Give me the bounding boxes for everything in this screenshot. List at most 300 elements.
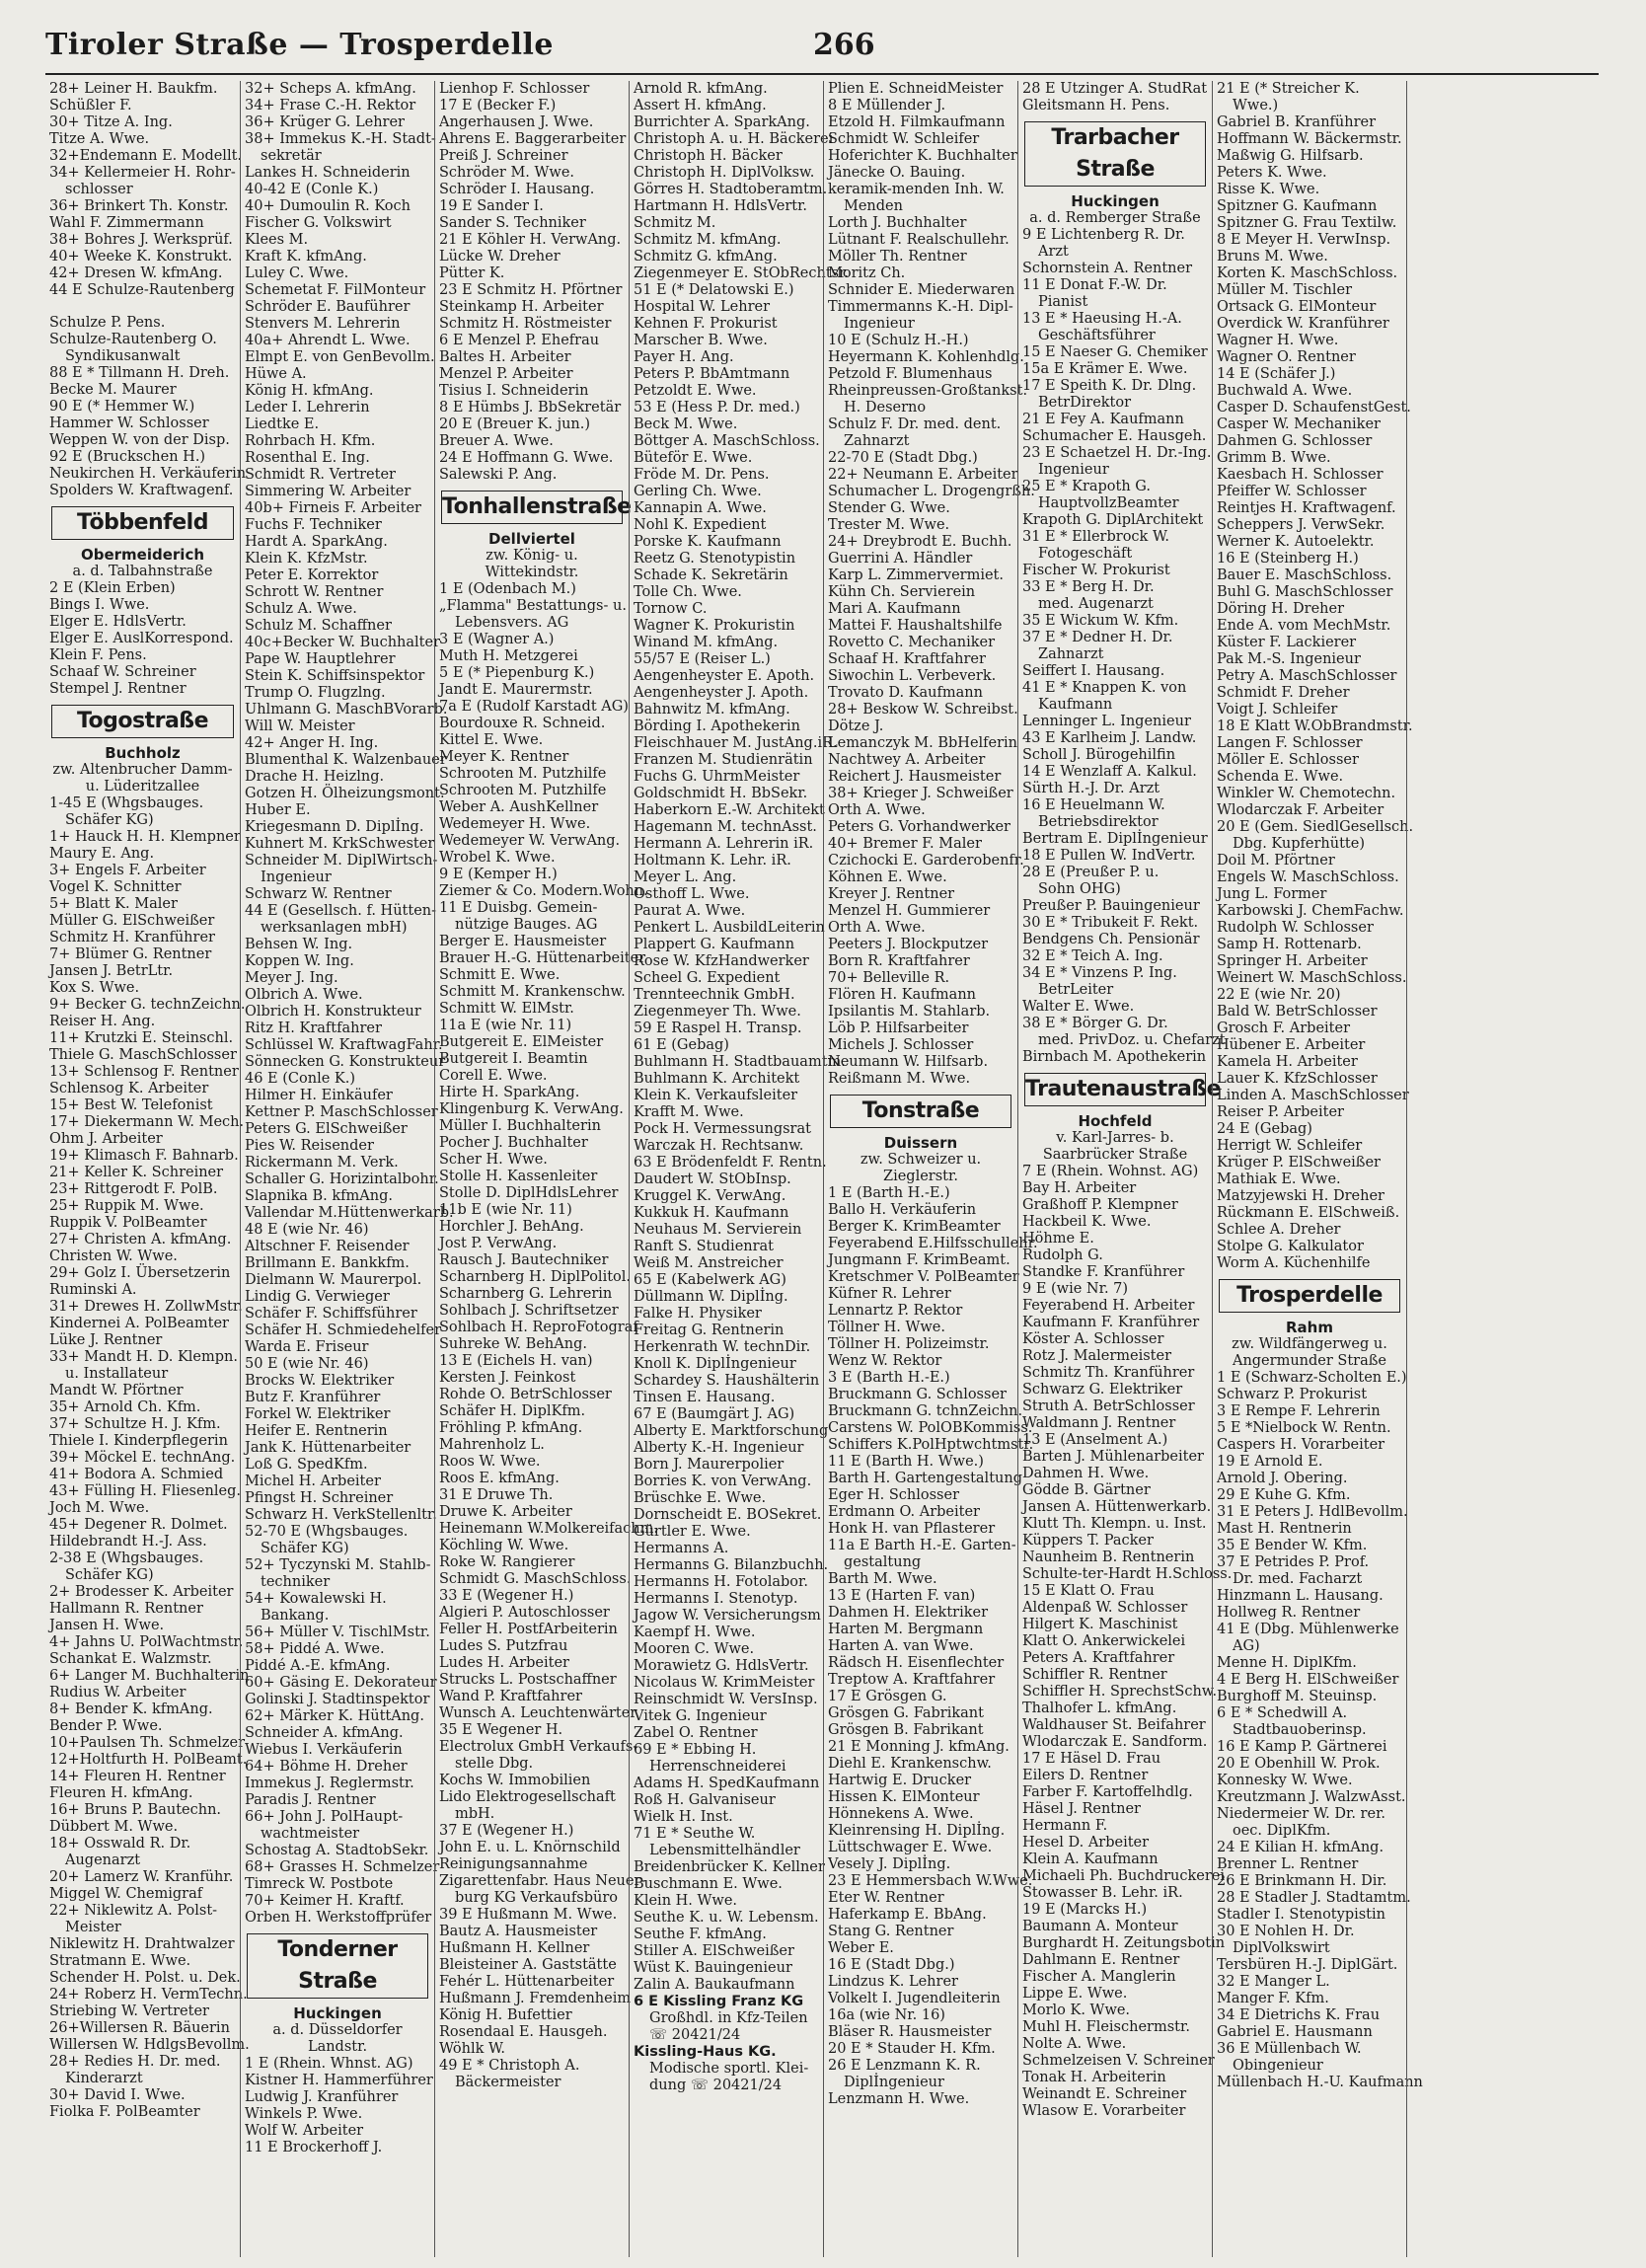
street-range: Angermunder Straße	[1232, 1353, 1387, 1369]
entry-continuation: Geschäftsführer	[1038, 328, 1156, 343]
directory-entry: Breidenbrücker K. Kellner	[634, 1859, 825, 1875]
directory-entry: Gabriel B. Kranführer	[1217, 114, 1377, 130]
directory-entry: Wolf W. Arbeiter	[245, 2123, 364, 2139]
directory-entry: Peeters J. Blockputzer	[828, 937, 989, 952]
directory-entry: Trennteechnik GmbH.	[634, 987, 795, 1003]
directory-entry: Schrott W. Rentner	[245, 584, 384, 600]
directory-entry: Ahrens E. Baggerarbeiter	[439, 131, 627, 147]
directory-entry: Zalin A. Baukaufmann	[634, 1977, 795, 1993]
entry-continuation: Augenarzt	[65, 1852, 141, 1868]
directory-entry: Krafft M. Wwe.	[634, 1104, 744, 1120]
directory-entry: Hirte H. SparkAng.	[439, 1085, 580, 1100]
directory-entry: Nicolaus W. KrimMeister	[634, 1675, 815, 1691]
directory-entry: 5 E (* Piepenburg K.)	[439, 665, 595, 681]
directory-entry: Winkels P. Wwe.	[245, 2106, 363, 2122]
entry-continuation: Dr. med. Facharzt	[1233, 1571, 1363, 1587]
directory-entry: Zabel O. Rentner	[634, 1725, 758, 1741]
directory-entry: Kriegesmann D. Diplİng.	[245, 819, 424, 835]
directory-entry: Vitek G. Ingenieur	[634, 1708, 767, 1724]
directory-entry: Schmitt M. Krankenschw.	[439, 984, 626, 1000]
entry-continuation: Bäckermeister	[455, 2075, 561, 2090]
street-range: v. Karl-Jarres- b.	[1056, 1130, 1174, 1146]
directory-entry: Birnbach M. Apothekerin	[1022, 1049, 1207, 1065]
entry-continuation: Wwe.)	[1233, 98, 1279, 113]
directory-entry: Bahnwitz M. kfmAng.	[634, 702, 790, 718]
directory-entry: 32 E * Teich A. Ing.	[1022, 948, 1163, 964]
directory-entry: 41 E * Knappen K. von	[1022, 680, 1187, 696]
directory-entry: Ritz H. Kraftfahrer	[245, 1021, 382, 1036]
directory-entry: Schmitz H. Kranführer	[49, 930, 215, 945]
directory-entry: 38+ Bohres J. Werksprüf.	[49, 232, 233, 248]
directory-entry: Klein A. Kaufmann	[1022, 1852, 1159, 1867]
directory-entry: Töllner H. Wwe.	[828, 1320, 945, 1335]
directory-entry: Niedermeier W. Dr. rer.	[1217, 1806, 1386, 1822]
directory-entry: 42+ Dresen W. kfmAng.	[49, 265, 223, 281]
entry-continuation: schlosser	[65, 182, 133, 197]
street-range: zw. Schweizer u. Zieglerstr.	[860, 1152, 982, 1184]
directory-entry: 40+ Dumoulin R. Koch	[245, 198, 411, 214]
entry-continuation: oec. DiplKfm.	[1233, 1823, 1331, 1839]
directory-entry: Thiele G. MaschSchlosser	[49, 1047, 237, 1063]
directory-entry: Schmidt R. Vertreter	[245, 467, 396, 483]
directory-entry: Plappert G. Kaufmann	[634, 937, 795, 952]
directory-entry: Lenninger L. Ingenieur	[1022, 714, 1191, 729]
directory-entry: 16 E (Stadt Dbg.)	[828, 1957, 955, 1973]
directory-entry: Hübener E. Arbeiter	[1217, 1037, 1366, 1053]
directory-entry: 38+ Krieger J. Schweißer	[828, 786, 1013, 801]
directory-entry: 25 E * Krapoth G.	[1022, 479, 1151, 494]
directory-entry: Hackbeil K. Wwe.	[1022, 1214, 1152, 1230]
directory-entry: Kreutzmann J. WalzwAsst.	[1217, 1789, 1406, 1805]
directory-entry: Hartwig E. Drucker	[828, 1773, 972, 1788]
directory-entry: Scholl J. Bürogehilfin	[1022, 747, 1176, 763]
directory-entry: Scheppers J. VerwSekr.	[1217, 517, 1385, 533]
directory-entry: Zigarettenfabr. Haus Neuer-	[439, 1873, 646, 1889]
directory-entry: 15 E Naeser G. Chemiker	[1022, 344, 1208, 360]
directory-entry: 13 E (Anselment A.)	[1022, 1432, 1168, 1448]
district-name: Obermeiderich	[80, 546, 205, 564]
directory-entry: Petry A. MaschSchlosser	[1217, 668, 1397, 684]
entry-continuation: Zahnarzt	[1038, 646, 1104, 662]
directory-entry: Krüger P. ElSchweißer	[1217, 1155, 1381, 1171]
directory-entry: Fröhling P. kfmAng.	[439, 1420, 583, 1436]
directory-entry: Fleischhauer M. JustAng.iR.	[634, 735, 838, 751]
directory-entry: Freitag G. Rentnerin	[634, 1323, 785, 1338]
directory-entry: 60+ Gäsing E. Dekorateur	[245, 1675, 437, 1691]
directory-entry: Rudolph G.	[1022, 1247, 1103, 1263]
directory-entry: Orben H. Werkstoffprüfer	[245, 1910, 432, 1926]
directory-entry: Salewski P. Ang.	[439, 467, 558, 483]
directory-entry: Börding I. Apothekerin	[634, 718, 800, 734]
directory-entry: 16 E Heuelmann W.	[1022, 797, 1165, 813]
directory-entry: Leder I. Lehrerin	[245, 400, 370, 416]
directory-entry: 23+ Rittgerodt F. PolB.	[49, 1181, 218, 1197]
directory-entry: Roos E. kfmAng.	[439, 1471, 560, 1486]
directory-entry: Butz F. Kranführer	[245, 1390, 381, 1405]
directory-entry: Rose W. KfzHandwerker	[634, 953, 809, 969]
directory-entry: 37 E Petrides P. Prof.	[1217, 1554, 1370, 1570]
directory-entry: Breuer A. Wwe.	[439, 433, 554, 449]
directory-entry: Hermanns H. Fotolabor.	[634, 1574, 808, 1590]
directory-entry: Ludes S. Putzfrau	[439, 1638, 568, 1654]
directory-entry: Dahmen G. Schlosser	[1217, 433, 1373, 449]
entry-continuation: med. Augenarzt	[1038, 596, 1154, 612]
directory-entry: Sohlbach H. ReproFotograf	[439, 1320, 638, 1335]
directory-entry: Corell E. Wwe.	[439, 1068, 548, 1084]
directory-entry: Moritz Ch.	[828, 265, 906, 281]
directory-entry: Schade K. Sekretärin	[634, 567, 788, 583]
directory-entry: Aengenheyster J. Apoth.	[634, 685, 809, 701]
directory-entry: Ohm J. Arbeiter	[49, 1131, 163, 1147]
directory-entry: Morawietz G. HdlsVertr.	[634, 1658, 809, 1674]
directory-entry: Hermann A. Lehrerin iR.	[634, 836, 814, 852]
entry-continuation: Bankang.	[261, 1608, 330, 1624]
directory-entry: 13 E (Eichels H. van)	[439, 1353, 593, 1369]
directory-entry: Ortsack G. ElMonteur	[1217, 299, 1377, 315]
directory-entry: Honk H. van Pflasterer	[828, 1521, 996, 1537]
directory-entry: Bruns M. Wwe.	[1217, 249, 1328, 265]
directory-entry: Hagemann M. technAsst.	[634, 819, 817, 835]
directory-entry: 20+ Lamerz W. Kranführ.	[49, 1869, 234, 1885]
directory-entry: Christoph H. Bäcker	[634, 148, 783, 164]
directory-entry: Seuthe F. kfmAng.	[634, 1927, 767, 1942]
directory-entry: Wunsch A. Leuchtenwärter	[439, 1705, 637, 1721]
directory-entry: Schankat E. Walzmstr.	[49, 1651, 212, 1667]
directory-entry: Kindernei A. PolBeamter	[49, 1316, 229, 1331]
directory-entry: Köhnen E. Wwe.	[828, 869, 947, 885]
entry-continuation: Arzt	[1038, 244, 1069, 260]
street-range: a. d. Talbahnstraße	[72, 564, 213, 579]
directory-entry: Grosch F. Arbeiter	[1217, 1021, 1351, 1036]
directory-entry: Angerhausen J. Wwe.	[439, 114, 594, 130]
directory-entry: Baltes H. Arbeiter	[439, 349, 571, 365]
directory-entry: 56+ Müller V. TischlMstr.	[245, 1625, 430, 1640]
column-4	[629, 81, 850, 2257]
directory-entry: 1 E (Barth H.-E.)	[828, 1185, 950, 1201]
entry-continuation: wachtmeister	[261, 1826, 360, 1842]
directory-entry: Butgereit I. Beamtin	[439, 1051, 588, 1067]
directory-entry: Vallendar M.Hüttenwerkarb.	[245, 1205, 454, 1221]
directory-entry: Stempel J. Rentner	[49, 681, 187, 697]
directory-entry: Pfeiffer W. Schlosser	[1217, 484, 1367, 499]
directory-entry: Winkler W. Chemotechn.	[1217, 786, 1396, 801]
directory-entry: Kamela H. Arbeiter	[1217, 1054, 1358, 1070]
directory-entry: Häsel J. Rentner	[1022, 1801, 1141, 1817]
directory-entry: Stiller A. ElSchweißer	[634, 1943, 794, 1959]
directory-entry: Eilers D. Rentner	[1022, 1768, 1149, 1783]
entry-continuation: AG)	[1233, 1638, 1260, 1654]
directory-entry: 8 E Meyer H. VerwInsp.	[1217, 232, 1391, 248]
directory-entry: Gabriel E. Hausmann	[1217, 2024, 1373, 2040]
directory-entry: 11 E Donat F.-W. Dr.	[1022, 277, 1167, 293]
directory-entry: Stenvers M. Lehrerin	[245, 316, 401, 332]
directory-entry: 58+ Piddé A. Wwe.	[245, 1641, 385, 1657]
district-name: Hochfeld	[1078, 1112, 1153, 1130]
directory-entry: Nohl K. Expedient	[634, 517, 767, 533]
directory-entry: 17 E Grösgen G.	[828, 1689, 947, 1704]
directory-entry: Loß G. SpedKfm.	[245, 1457, 368, 1473]
directory-entry: 59 E Raspel H. Transp.	[634, 1021, 802, 1036]
directory-entry: Bruckmann G. Schlosser	[828, 1387, 1007, 1402]
directory-entry: 31 E Peters J. HdlBevollm.	[1217, 1504, 1408, 1520]
entry-continuation: Diplİngenieur	[844, 2075, 944, 2090]
directory-entry: Dahmen H. Elektriker	[828, 1605, 989, 1621]
directory-entry: Lienhop F. Schlosser	[439, 81, 590, 97]
directory-entry: Lücke W. Dreher	[439, 249, 561, 265]
column-2	[240, 81, 454, 2257]
directory-entry: 26 E Lenzmann K. R.	[828, 2058, 981, 2074]
directory-entry: Mari A. Kaufmann	[828, 601, 961, 617]
directory-entry: 28 E Utzinger A. StudRat	[1022, 81, 1208, 97]
directory-entry: Wöhlk W.	[439, 2041, 505, 2057]
directory-entry: Schiffers K.PolHptwchtmstr.	[828, 1437, 1034, 1453]
directory-entry: Trester M. Wwe.	[828, 517, 950, 533]
directory-entry: Tolle Ch. Wwe.	[634, 584, 742, 600]
directory-entry: Hissen K. ElMonteur	[828, 1789, 980, 1805]
directory-entry: 19 E (Marcks H.)	[1022, 1902, 1148, 1918]
directory-entry: Spolders W. Kraftwagenf.	[49, 483, 234, 498]
directory-entry: 5+ Blatt K. Maler	[49, 896, 178, 912]
directory-entry: Borries K. von VerwAng.	[634, 1474, 812, 1489]
directory-entry: Tornow C.	[634, 601, 708, 617]
directory-entry: Schmitt E. Wwe.	[439, 967, 561, 983]
directory-entry: Dübbert M. Wwe.	[49, 1819, 179, 1835]
entry-continuation: Ingenieur	[844, 316, 915, 332]
directory-entry: 42+ Anger H. Ing.	[245, 735, 379, 751]
directory-entry: Bendgens Ch. Pensionär	[1022, 932, 1200, 947]
directory-entry: Brocks W. Elektriker	[245, 1373, 395, 1389]
directory-entry: Standke F. Kranführer	[1022, 1264, 1185, 1280]
directory-entry: Uhlmann G. MaschBVorarb.	[245, 702, 448, 718]
directory-entry: 11b E (wie Nr. 11)	[439, 1202, 572, 1218]
directory-entry: Schmidt G. MaschSchloss.	[439, 1571, 632, 1587]
directory-entry: Kannapin A. Wwe.	[634, 500, 767, 516]
directory-entry: Bertram E. Diplİngenieur	[1022, 831, 1208, 847]
directory-entry: Pak M.-S. Ingenieur	[1217, 651, 1361, 667]
entry-continuation: mbH.	[455, 1806, 495, 1822]
entry-continuation: Sohn OHG)	[1038, 881, 1121, 897]
directory-entry: Schulz F. Dr. med. dent.	[828, 416, 1002, 432]
directory-entry: Huber E.	[245, 802, 311, 818]
directory-entry: Pock H. Vermessungsrat	[634, 1121, 811, 1137]
directory-entry: Butgereit E. ElMeister	[439, 1034, 604, 1050]
directory-entry: Töllner H. Polizeimstr.	[828, 1336, 990, 1352]
street-heading: Trautenaustraße	[1024, 1073, 1206, 1106]
directory-entry: 8+ Bender K. kfmAng.	[49, 1701, 213, 1717]
column-7	[1212, 81, 1423, 2257]
district-name: Huckingen	[293, 2004, 382, 2022]
directory-entry: Pape W. Hauptlehrer	[245, 651, 396, 667]
directory-entry: Dahlmann E. Rentner	[1022, 1952, 1180, 1968]
directory-entry: 45+ Degener R. Dolmet.	[49, 1517, 228, 1533]
directory-entry: Trovato D. Kaufmann	[828, 685, 983, 701]
directory-entry: Born J. Maurerpolier	[634, 1457, 785, 1473]
directory-entry: Kretschmer V. PolBeamter	[828, 1269, 1019, 1285]
directory-entry: Kaufmann F. Kranführer	[1022, 1315, 1200, 1330]
directory-entry: Haberkorn E.-W. Architekt	[634, 802, 825, 818]
directory-entry: Fröde M. Dr. Pens.	[634, 467, 770, 483]
directory-entry: Druwe K. Arbeiter	[439, 1504, 572, 1520]
directory-entry: Barth H. Gartengestaltung	[828, 1471, 1022, 1486]
directory-entry: Fuchs F. Techniker	[245, 517, 382, 533]
directory-entry: Altschner F. Reisender	[245, 1239, 410, 1254]
directory-entry: Kox S. Wwe.	[49, 980, 140, 996]
directory-entry: 51 E (* Delatowski E.)	[634, 282, 794, 298]
directory-entry: 41 E (Dbg. Mühlenwerke	[1217, 1622, 1399, 1637]
directory-entry: Rotz J. Malermeister	[1022, 1348, 1172, 1364]
directory-entry: Fischer G. Volkswirt	[245, 215, 392, 231]
directory-entry: Gürtler E. Wwe.	[634, 1524, 751, 1540]
directory-entry: Siwochin L. Verbeverk.	[828, 668, 997, 684]
directory-entry: 54+ Kowalewski H.	[245, 1591, 387, 1607]
directory-entry: Peter E. Korrektor	[245, 567, 379, 583]
directory-entry: Hußmann H. Kellner	[439, 1940, 590, 1956]
directory-entry: Daudert W. StObInsp.	[634, 1172, 791, 1187]
directory-entry: Klees M.	[245, 232, 309, 248]
directory-entry: Immekus J. Reglermstr.	[245, 1776, 414, 1791]
directory-entry: Scharnberg G. Lehrerin	[439, 1286, 613, 1302]
directory-entry: Stadler I. Stenotypistin	[1217, 1907, 1385, 1923]
directory-entry: Naunheim B. Rentnerin	[1022, 1550, 1195, 1565]
directory-entry: 37 E (Wegener H.)	[439, 1823, 574, 1839]
directory-entry: Dornscheidt E. BOSekret.	[634, 1507, 822, 1523]
directory-entry: Schmidt F. Dreher	[1217, 685, 1350, 701]
directory-entry: 40+ Bremer F. Maler	[828, 836, 982, 852]
directory-entry: Olbrich H. Konstrukteur	[245, 1004, 421, 1020]
directory-entry: Meyer L. Ang.	[634, 869, 737, 885]
directory-entry: Schaaf H. Kraftfahrer	[828, 651, 986, 667]
directory-entry: 4 E Berg H. ElSchweißer	[1217, 1672, 1399, 1688]
directory-entry: John E. u. L. Knörnschild	[439, 1840, 621, 1855]
directory-entry: Schulte-ter-Hardt H.Schloss.	[1022, 1566, 1233, 1582]
directory-entry: 28 E (Preußer P. u.	[1022, 865, 1160, 880]
directory-entry: Seuthe K. u. W. Lebensm.	[634, 1910, 819, 1926]
directory-entry: Weppen W. von der Disp.	[49, 432, 230, 448]
street-heading: Togostraße	[51, 705, 234, 738]
directory-entry: 13 E (Harten F. van)	[828, 1588, 976, 1604]
directory-entry: Reetz G. Stenotypistin	[634, 551, 796, 567]
directory-entry: Simmering W. Arbeiter	[245, 484, 412, 499]
directory-entry: Scheel G. Expedient	[634, 970, 781, 986]
directory-entry: Wlodarczak F. Arbeiter	[1217, 802, 1384, 818]
directory-entry: Spitzner G. Frau Textilw.	[1217, 215, 1397, 231]
directory-entry: 17 E Häsel D. Frau	[1022, 1751, 1161, 1767]
column-3	[434, 81, 659, 2257]
directory-entry: Feyerabend E.Hilfsschullehr.	[828, 1236, 1038, 1251]
directory-entry: 19 E Sander I.	[439, 198, 544, 214]
directory-entry: 7 E (Rhein. Wohnst. AG)	[1022, 1164, 1199, 1179]
directory-entry: Mandt W. Pförtner	[49, 1383, 184, 1399]
directory-entry: Kettner P. MaschSchlosser	[245, 1104, 438, 1120]
directory-entry: 10+Paulsen Th. Schmelzer	[49, 1735, 246, 1751]
directory-entry: Ziegenmeyer E. StObRechtsr.	[634, 265, 850, 281]
directory-entry: Höhme E.	[1022, 1231, 1094, 1247]
directory-entry: 24+ Dreybrodt E. Buchh.	[828, 534, 1012, 550]
directory-entry: Hilgert K. Maschinist	[1022, 1617, 1178, 1632]
directory-entry: 49 E * Christoph A.	[439, 2058, 580, 2074]
directory-entry: Schäfer H. Schmiedehelfer	[245, 1323, 442, 1338]
directory-entry: Krapoth G. DiplArchitekt	[1022, 512, 1204, 528]
directory-entry: Christoph A. u. H. Bäckerei	[634, 131, 834, 147]
directory-entry: Doil M. Pförtner	[1217, 853, 1335, 869]
entry-continuation: Syndikusanwalt	[65, 348, 181, 364]
directory-entry: 18 E Klatt W.ObBrandmstr.	[1217, 718, 1413, 734]
directory-entry: Farber F. Kartoffelhdlg.	[1022, 1784, 1193, 1800]
directory-entry: Schumacher E. Hausgeh.	[1022, 428, 1207, 444]
directory-entry: Hermann F.	[1022, 1818, 1108, 1834]
directory-entry: 8 E Müllender J.	[828, 98, 946, 113]
directory-entry: Czichocki E. Garderobenfr.	[828, 853, 1024, 869]
directory-entry: Plien E. SchneidMeister	[828, 81, 1004, 97]
directory-entry: Peters P. BbAmtmann	[634, 366, 790, 382]
directory-entry: Lennartz P. Rektor	[828, 1303, 963, 1319]
directory-entry: Lindig G. Verwieger	[245, 1289, 390, 1305]
directory-entry: Vesely J. Diplİng.	[828, 1856, 951, 1872]
directory-entry: Bautz A. Hausmeister	[439, 1924, 598, 1939]
directory-entry: Stein K. Schiffsinspektor	[245, 668, 425, 684]
directory-entry: Timreck W. Postbote	[245, 1876, 394, 1892]
directory-entry: Tisius I. Schneiderin	[439, 383, 589, 399]
directory-entry: Ziemer & Co. Modern.Wohn.	[439, 883, 648, 899]
directory-entry: Fischer A. Manglerin	[1022, 1969, 1176, 1985]
directory-entry: Schenda E. Wwe.	[1217, 769, 1344, 785]
directory-entry: Schneider M. DiplWirtsch-	[245, 853, 438, 869]
directory-entry: Lüke J. Rentner	[49, 1332, 163, 1348]
directory-entry: Jost P. VerwAng.	[439, 1236, 558, 1251]
directory-entry: 33 E (Wegener H.)	[439, 1588, 574, 1604]
directory-entry: Kehnen F. Prokurist	[634, 316, 778, 332]
directory-entry: Kissling-Haus KG.	[634, 2044, 777, 2060]
directory-entry: Düllmann W. Diplİng.	[634, 1289, 788, 1305]
directory-entry: Lenzmann H. Wwe.	[828, 2091, 970, 2107]
directory-entry: Wenz W. Rektor	[828, 1353, 942, 1369]
directory-entry: Klingenburg K. VerwAng.	[439, 1101, 624, 1117]
column-1	[45, 81, 250, 2257]
directory-entry: Electrolux GmbH Verkaufs-	[439, 1739, 638, 1755]
directory-entry: 39+ Möckel E. technAng.	[49, 1450, 236, 1466]
directory-entry: Müllenbach H.-U. Kaufmann	[1217, 2075, 1423, 2090]
directory-entry: Goldschmidt H. BbSekr.	[634, 786, 808, 801]
street-heading: Többenfeld	[51, 506, 234, 540]
directory-entry: Piddé A.-E. kfmAng.	[245, 1658, 391, 1674]
directory-entry: 6 E Kissling Franz KG	[634, 1994, 804, 2009]
directory-entry: Scharnberg H. DiplPolitol.	[439, 1269, 632, 1285]
directory-entry: Neukirchen H. Verkäuferin	[49, 466, 247, 482]
directory-entry: Adams H. SpedKaufmann	[634, 1776, 820, 1791]
directory-entry: Lorth J. Buchhalter	[828, 215, 967, 231]
directory-entry: 34+ Frase C.-H. Rektor	[245, 98, 416, 113]
directory-entry: Miggel W. Chemigraf	[49, 1886, 203, 1902]
entry-continuation: Menden	[844, 198, 903, 214]
directory-entry: Hüwe A.	[245, 366, 307, 382]
entry-continuation: Fotogeschäft	[1038, 546, 1133, 562]
directory-entry: Schmitz Th. Kranführer	[1022, 1365, 1195, 1381]
directory-entry: Schemetat F. FilMonteur	[245, 282, 426, 298]
directory-entry: Reinschmidt W. VersInsp.	[634, 1692, 818, 1707]
directory-entry: Blumenthal K. Walzenbauer	[245, 752, 447, 768]
directory-entry: Hesel D. Arbeiter	[1022, 1835, 1150, 1851]
directory-entry: 71 E * Seuthe W.	[634, 1826, 756, 1842]
directory-entry: Casper D. SchaufenstGest.	[1217, 400, 1411, 416]
directory-entry: Jung L. Former	[1217, 886, 1327, 902]
directory-entry: 40b+ Firneis F. Arbeiter	[245, 500, 421, 516]
directory-entry: 33 E * Berg H. Dr.	[1022, 579, 1155, 595]
directory-entry: Peters K. Wwe.	[1217, 165, 1327, 181]
directory-entry: 32 E Manger L.	[1217, 1974, 1330, 1990]
directory-entry: 34 E Dietrichs K. Frau	[1217, 2007, 1381, 2023]
directory-entry: Kleinrensing H. Diplİng.	[828, 1823, 1006, 1839]
directory-entry: 27+ Christen A. kfmAng.	[49, 1232, 232, 1247]
